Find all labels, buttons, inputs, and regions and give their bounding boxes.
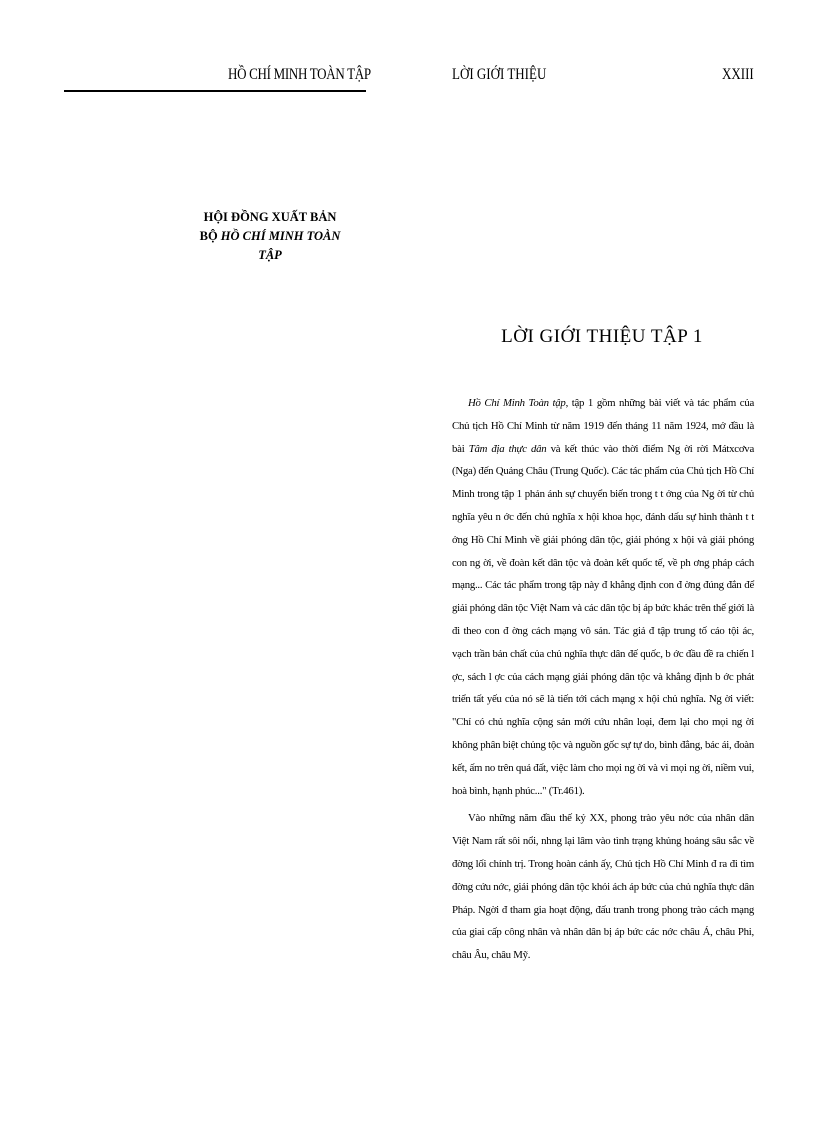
paragraph-2: Vào những năm đầu thế kỷ XX, phong trào yêu nớc của nhân dân Việt Nam rất sôi nổi, nhng lại lâm vào tình trạng khủng hoảng sâu sắc về đờng lối chính trị. Trong hoàn cảnh ấy, Chủ tịch Hồ Chí Minh đ ra đi tìm đờng cứu nớc, giải phóng dân tộc khỏi ách áp bức của chủ nghĩa thực dân Pháp. Ngời đ tham gia hoạt động, đấu tranh trong phong trào cách mạng của giai cấp công nhân và nhân dân bị áp bức các nớc châu Á, châu Phi, châu Âu, châu Mỹ. (452, 812, 754, 962)
intro-body (452, 392, 754, 972)
council-line-1: HỘI ĐỒNG XUẤT BẢN (203, 210, 337, 224)
left-page-header-title: HỒ CHÍ MINH TOÀN TẬP (228, 64, 371, 83)
paragraph-1-part-2: và kết thúc vào thời điểm Ng ời rời Mátxcơva (Nga) đến Quảng Châu (Trung Quốc). Các tác phẩm của Chủ tịch Hồ Chí Minh trong tập 1 phản ánh sự chuyển biến trong t t ởng của Ng ời từ chủ nghĩa yêu n ớc đến chủ nghĩa x hội khoa học, đánh dấu sự hình thành t t ởng Hồ Chí Minh về giải phóng dân tộc, giải phóng x hội và giải phóng con ng ời, về đoàn kết dân tộc và đoàn kết quốc tế, về ph ơng pháp cách mạng... Các tác phẩm trong tập này đ khẳng định con đ ờng đúng đắn để giải phóng dân tộc Việt Nam và các dân tộc bị áp bức khác trên thế giới là đi theo con đ ờng cách mạng vô sản. Tác giả đ tập trung tố cáo tội ác, vạch trần bản chất của chủ nghĩa thực dân đế quốc, b ớc đầu đề ra chiến l ợc, sách l ợc của cách mạng giải phóng dân tộc và khẳng định b ớc phát triển tất yếu của nó sẽ là tiến tới cách mạng x hội chủ nghĩa. Ng ời viết: "Chỉ có chủ nghĩa cộng sản mới cứu nhân loại, đem lại cho mọi ng ời không phân biệt chủng tộc và nguồn gốc sự tự do, bình đẳng, bác ái, đoàn kết, ấm no trên quả đất, việc làm cho mọi ng ời và vì mọi ng ời, niềm vui, hoà bình, hạnh phúc..." (Tr.461). (452, 442, 754, 797)
council-line-2 (190, 227, 350, 265)
council-line-2-book-title: HỒ CHÍ MINH TOÀN TẬP (220, 229, 341, 262)
book-title-italic: Hồ Chí Minh Toàn tập (468, 397, 566, 409)
paragraph-1-part-1: , tập 1 gồm những bài viết và tác phẩm của Chủ tịch Hồ Chí Minh từ năm 1919 đến tháng 11 năm 1924, mở đầu là bài (452, 397, 755, 455)
council-line-2-prefix: BỘ (199, 229, 221, 243)
page-number: XXIII (722, 64, 754, 83)
right-page-header-title: LỜI GIỚI THIỆU (452, 64, 547, 83)
left-header-rule (64, 90, 366, 92)
intro-title: LỜI GIỚI THIỆU TẬP 1 (501, 326, 703, 347)
paragraph-1 (452, 392, 754, 802)
publishing-council (190, 208, 350, 265)
article-title-italic: Tâm địa thực dân (468, 442, 547, 455)
